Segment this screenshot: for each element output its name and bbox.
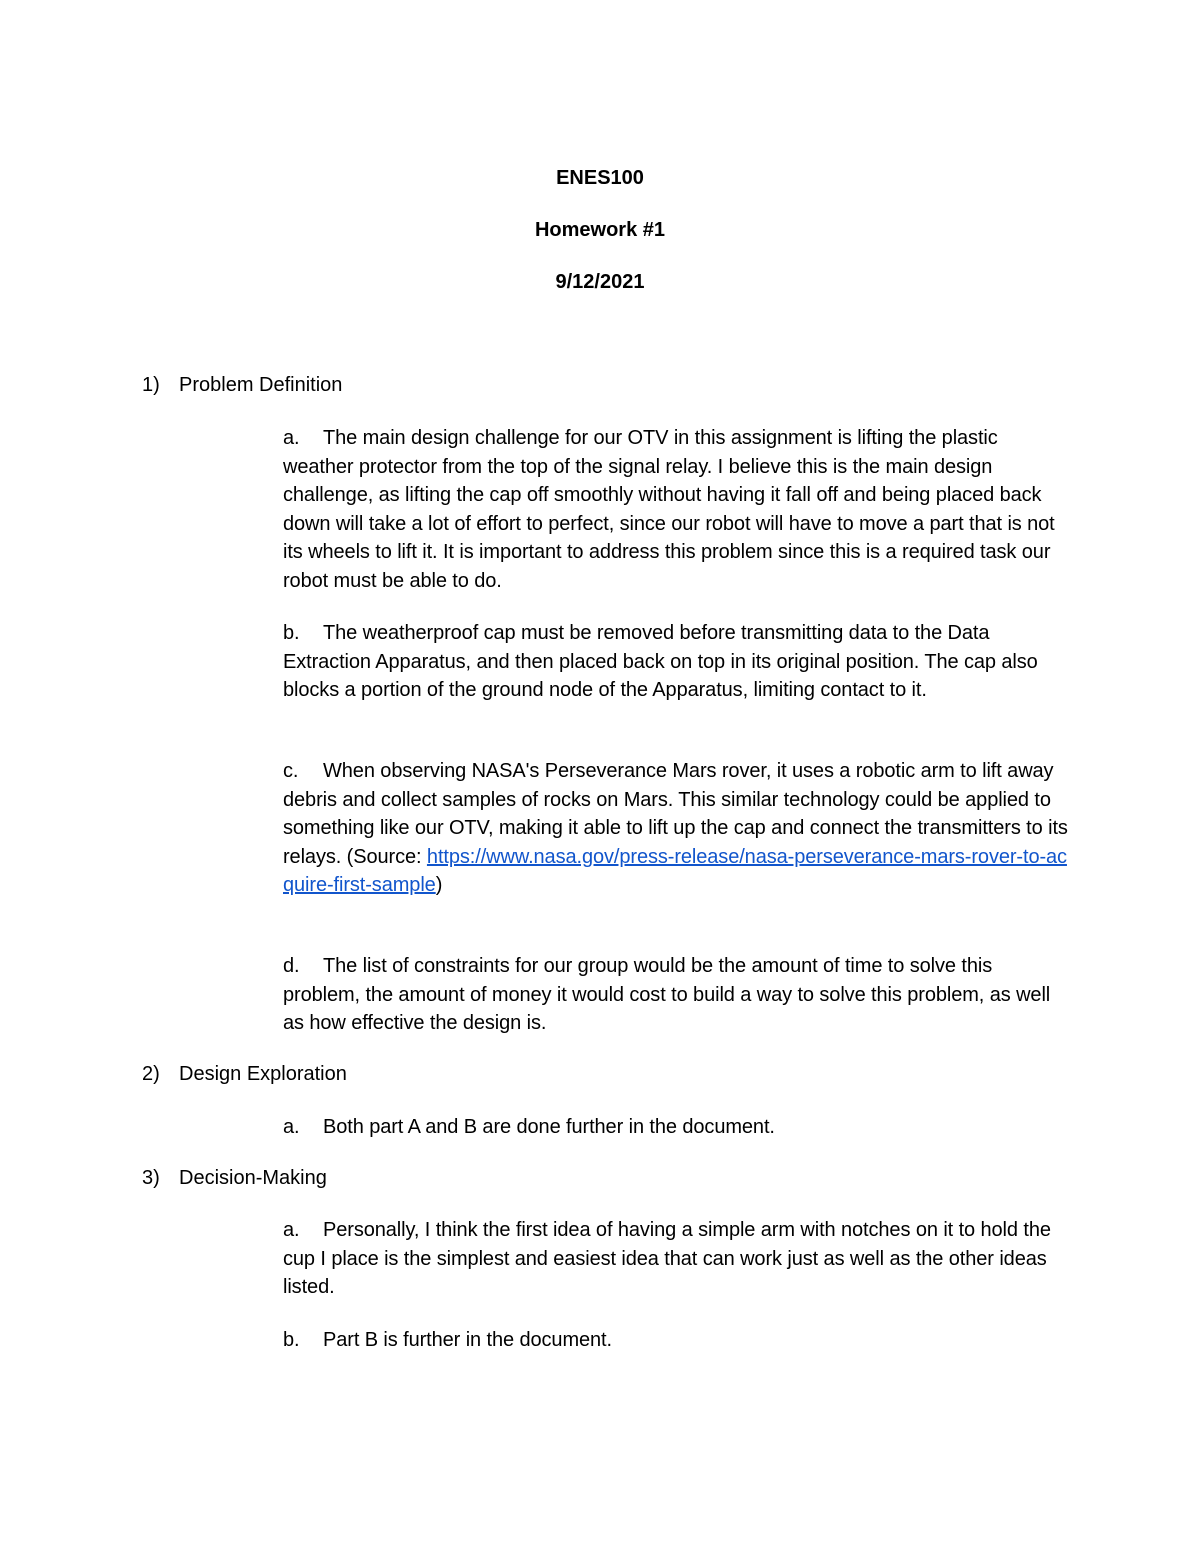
- item-text: The weatherproof cap must be removed before transmitting data to the Data Extraction Apparatus, and then placed back on top in its original position. The cap also blocks a portion of the ground node of the Apparatus, limiting contact to it.: [283, 622, 1038, 701]
- item-text: When observing NASA's Perseverance Mars rover, it uses a robotic arm to lift away debris and collect samples of rocks on Mars. This similar technology could be applied to something like our OTV, making it able to lift up the cap and connect the transmitters to its relays. (Source:: [283, 760, 1068, 868]
- list-item-1d: [283, 952, 1073, 1038]
- item-letter: a.: [283, 1116, 300, 1138]
- item-letter: d.: [283, 955, 300, 977]
- list-item-3b: [283, 1326, 1073, 1355]
- document-date: 9/12/2021: [555, 271, 645, 293]
- section-title: Decision-Making: [179, 1167, 327, 1189]
- item-letter: c.: [283, 760, 299, 782]
- list-item-1b: [283, 619, 1073, 705]
- list-item-1a: [283, 424, 1073, 595]
- item-text: The main design challenge for our OTV in this assignment is lifting the plastic weather protector from the top of the signal relay. I believe this is the main design challenge, as lifting the cap off smoothly without having it fall off and being placed back down will take a lot of effort to perfect, since our robot will have to move a part that is not its wheels to lift it. It is important to address this problem since this is a required task our robot must be able to do.: [283, 427, 1055, 592]
- section-number: 1): [142, 374, 160, 396]
- item-letter: a.: [283, 427, 300, 449]
- item-letter: b.: [283, 1329, 300, 1351]
- assignment-title: Homework #1: [534, 219, 666, 241]
- list-item-3a: [283, 1216, 1073, 1302]
- list-item-2a: [283, 1113, 1073, 1142]
- item-text: The list of constraints for our group would be the amount of time to solve this problem, the amount of money it would cost to build a way to solve this problem, as well as how effective the design is.: [283, 955, 1051, 1034]
- source-link[interactable]: https://www.nasa.gov/press-release/nasa-perseverance-mars-rover-to-acquire-first-sample: [283, 845, 1067, 896]
- item-text: Part B is further in the document.: [323, 1329, 612, 1351]
- list-item-1c: [283, 757, 1073, 900]
- section-number: 2): [142, 1063, 160, 1085]
- section-title: Design Exploration: [179, 1063, 347, 1085]
- section-design-exploration: [142, 1062, 347, 1086]
- item-letter: b.: [283, 622, 300, 644]
- section-title: Problem Definition: [179, 374, 343, 396]
- item-text: Personally, I think the first idea of having a simple arm with notches on it to hold the cup I place is the simplest and easiest idea that can work just as well as the other ideas listed.: [283, 1219, 1051, 1298]
- section-decision-making: [142, 1166, 327, 1190]
- section-problem-definition: [142, 373, 342, 397]
- closing-paren: ): [435, 874, 443, 896]
- course-title: ENES100: [556, 167, 644, 189]
- item-text: Both part A and B are done further in the document.: [323, 1116, 775, 1138]
- section-number: 3): [142, 1167, 160, 1189]
- item-letter: a.: [283, 1219, 300, 1241]
